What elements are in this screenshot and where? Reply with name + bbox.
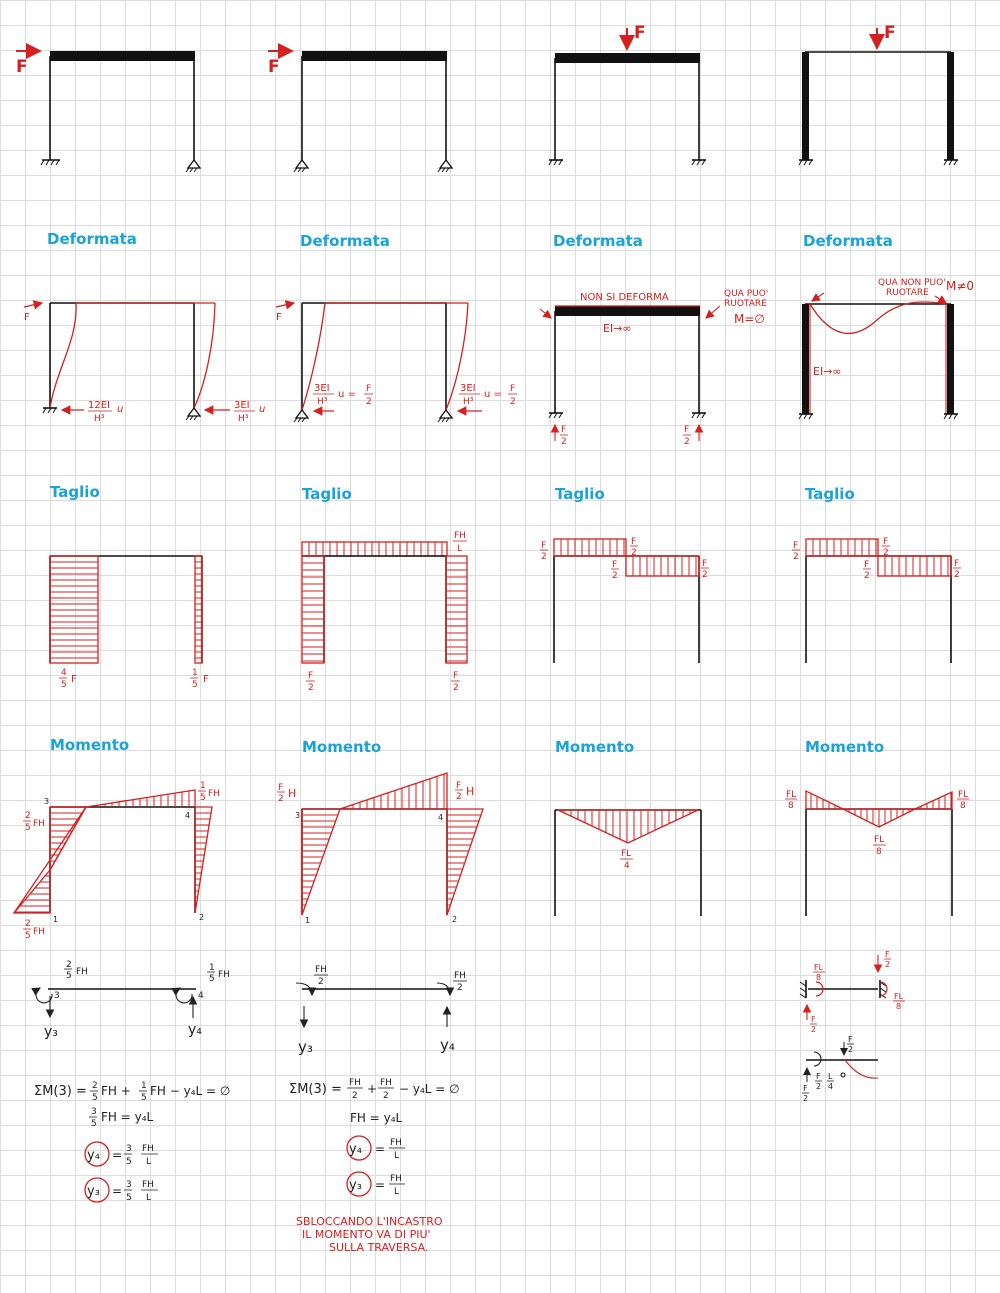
- fraction-denominator: 2: [510, 397, 516, 407]
- deformed-shape-4: [799, 278, 974, 419]
- fraction-denominator: 2: [885, 960, 891, 969]
- fraction-numerator: F: [631, 537, 637, 547]
- deformed-shape-1: [24, 303, 265, 424]
- fraction-numerator: 2: [92, 1081, 98, 1091]
- fraction-denominator: 5: [25, 823, 31, 833]
- rigid-column-label: EI→∞: [813, 365, 842, 378]
- shear-value-label: F: [203, 674, 209, 685]
- fixed-support-icon: [692, 160, 706, 165]
- fraction-denominator: 2: [848, 1045, 854, 1054]
- node-number: 3: [44, 797, 50, 806]
- fraction-numerator: FL: [894, 992, 904, 1001]
- fraction-denominator: 4: [624, 861, 630, 871]
- beam-free-body-1: [36, 960, 230, 1040]
- fraction-denominator: 5: [126, 1157, 132, 1167]
- fraction-denominator: 2: [541, 552, 547, 562]
- heading-momento: Momento: [302, 738, 382, 756]
- equation-term: FH +: [101, 1084, 131, 1098]
- node-number: 2: [199, 913, 205, 922]
- fraction-numerator: F: [883, 537, 889, 547]
- fraction-denominator: 2: [308, 683, 314, 693]
- equation-lhs: ΣM(3) =: [289, 1082, 342, 1097]
- fraction-denominator: 2: [631, 548, 637, 558]
- fraction-denominator: 8: [816, 973, 822, 982]
- equations-frame-2: [289, 1078, 460, 1197]
- stiffness-denominator: H³: [94, 414, 105, 424]
- equals-sign: =: [112, 1148, 123, 1162]
- deformed-shape-3: [540, 289, 768, 447]
- fixed-support-icon: [692, 413, 706, 418]
- fraction-denominator: 2: [366, 397, 372, 407]
- pin-support-icon: [294, 160, 308, 172]
- fixed-support-icon: [944, 160, 958, 165]
- fraction-numerator: 1: [192, 668, 198, 678]
- moment-diagram-1: [14, 781, 220, 941]
- stiffness-label: 12EI: [88, 400, 110, 411]
- moment-diagram-2: [277, 773, 483, 925]
- moment-value-label: FH: [76, 967, 88, 977]
- fraction-denominator: 8: [876, 847, 882, 857]
- fixed-support-icon: [799, 414, 813, 419]
- fraction-denominator: 2: [352, 1091, 358, 1101]
- fraction-numerator: F: [885, 950, 890, 959]
- heading-deformata: Deformata: [553, 232, 643, 250]
- fraction-numerator: F: [308, 671, 314, 681]
- fraction-numerator: FL: [814, 963, 824, 972]
- result-variable: y₃: [87, 1184, 100, 1199]
- heading-deformata: Deformata: [803, 232, 893, 250]
- equation-lhs: ΣM(3) =: [34, 1084, 87, 1099]
- fraction-numerator: FL: [874, 835, 885, 845]
- note-line: IL MOMENTO VA DI PIU': [302, 1228, 431, 1241]
- fraction-denominator: 2: [453, 683, 459, 693]
- heading-momento: Momento: [555, 738, 635, 756]
- fraction-denominator: 5: [141, 1093, 147, 1103]
- fraction-numerator: 1: [141, 1081, 147, 1091]
- fraction-denominator: 5: [126, 1193, 132, 1203]
- force-label: F: [276, 312, 282, 323]
- stiffness-label: 3EI: [314, 383, 330, 394]
- note-no-deformation: NON SI DEFORMA: [580, 292, 669, 303]
- shear-diagram-2: [302, 531, 467, 693]
- stiffness-denominator: H³: [317, 397, 328, 407]
- stiffness-denominator: H³: [238, 414, 249, 424]
- fraction-numerator: FH: [390, 1138, 402, 1148]
- stiffness-denominator: H³: [463, 397, 474, 407]
- result-variable: y₄: [87, 1148, 100, 1163]
- fraction-denominator: 5: [192, 680, 198, 690]
- equals-sign: =: [375, 1142, 386, 1156]
- pointer-arrow-icon: [540, 309, 551, 318]
- moment-value-label: FH: [218, 970, 230, 980]
- shear-diagram-1: [50, 556, 209, 690]
- node-number: 4: [438, 813, 444, 822]
- moment-zero-note: M=∅: [734, 312, 765, 326]
- force-label: F: [24, 312, 30, 323]
- fraction-denominator: 2: [864, 571, 870, 581]
- fraction-numerator: F: [456, 781, 462, 791]
- equations-frame-1: [34, 1081, 230, 1203]
- displacement-symbol: u: [259, 404, 266, 415]
- reaction-label: y₃: [44, 1024, 58, 1040]
- shear-diagram-3: [540, 537, 709, 663]
- fraction-numerator: FL: [786, 790, 797, 800]
- beam-free-body-4: [800, 950, 905, 1103]
- fraction-denominator: 2: [803, 1094, 809, 1103]
- moment-value-label: FH: [208, 789, 220, 799]
- pointer-arrow-icon: [935, 296, 946, 303]
- fixed-support-icon: [41, 160, 60, 165]
- fraction-denominator: 5: [91, 1119, 97, 1129]
- node-number: 4: [185, 811, 191, 820]
- fraction-numerator: FH: [349, 1078, 361, 1088]
- fraction-numerator: FL: [958, 790, 969, 800]
- rigid-beam-label: EI→∞: [603, 322, 632, 335]
- fixed-support-icon: [799, 160, 813, 165]
- fraction-numerator: FH: [380, 1078, 392, 1088]
- note-line: SULLA TRAVERSA.: [329, 1241, 429, 1254]
- reaction-label: y₄: [188, 1022, 202, 1038]
- fraction-denominator: 2: [456, 792, 462, 802]
- force-arrow-icon: [276, 303, 294, 307]
- fraction-numerator: F: [803, 1084, 808, 1093]
- plus-sign: +: [367, 1082, 378, 1096]
- force-arrow-icon: [24, 303, 42, 307]
- moment-diagram-4: [785, 790, 969, 916]
- fixed-support-icon: [43, 408, 57, 413]
- reaction-denominator: 2: [684, 437, 690, 447]
- fraction-numerator: F: [541, 541, 547, 551]
- fraction-numerator: 3: [126, 1144, 132, 1154]
- fraction-denominator: 8: [788, 801, 794, 811]
- fraction-numerator: F: [612, 560, 618, 570]
- fraction-denominator: L: [394, 1187, 400, 1197]
- frame-4-structure: [799, 23, 958, 165]
- force-label: F: [268, 57, 280, 77]
- moment-nonzero-note: M≠0: [946, 279, 975, 293]
- force-label: F: [634, 23, 646, 43]
- fraction-numerator: 3: [91, 1107, 97, 1117]
- shear-value-label: F: [71, 674, 77, 685]
- frame-3-structure: [549, 23, 706, 165]
- heading-taglio: Taglio: [805, 485, 855, 503]
- fraction-denominator: 2: [811, 1025, 817, 1034]
- fraction-denominator: L: [146, 1193, 152, 1203]
- fraction-numerator: FH: [315, 965, 327, 975]
- fraction-denominator: 2: [816, 1082, 822, 1091]
- frame-1-structure: [16, 51, 200, 172]
- equals-sign: =: [112, 1184, 123, 1198]
- result-variable: y₄: [349, 1142, 362, 1157]
- fraction-denominator: 2: [954, 570, 960, 580]
- equals-sign: =: [375, 1178, 386, 1192]
- fraction-numerator: F: [848, 1035, 853, 1044]
- reaction-label: y₄: [440, 1036, 455, 1054]
- fraction-numerator: F: [954, 559, 960, 569]
- fraction-numerator: FH: [142, 1144, 154, 1154]
- heading-deformata: Deformata: [300, 232, 390, 250]
- fraction-denominator: 2: [383, 1091, 389, 1101]
- stiffness-label: 3EI: [234, 400, 250, 411]
- fraction-numerator: 1: [209, 963, 215, 973]
- moment-value-label: H: [288, 787, 297, 800]
- fraction-numerator: FH: [454, 531, 466, 541]
- fraction-numerator: 2: [66, 960, 72, 970]
- fixed-support-icon: [549, 160, 563, 165]
- note-cannot-rotate: RUOTARE: [886, 288, 929, 298]
- reaction-label: F: [561, 425, 567, 435]
- stiffness-label: 3EI: [460, 383, 476, 394]
- fraction-numerator: L: [828, 1072, 833, 1081]
- fraction-numerator: 2: [25, 811, 31, 821]
- fraction-denominator: 2: [278, 794, 284, 804]
- fraction-numerator: 4: [61, 668, 67, 678]
- deformed-shape-2: [276, 303, 517, 422]
- fraction-numerator: 3: [126, 1180, 132, 1190]
- fraction-denominator: 2: [318, 977, 324, 987]
- fraction-numerator: F: [864, 560, 870, 570]
- frame-2-structure: [268, 51, 452, 172]
- result-variable: y₃: [349, 1178, 362, 1193]
- moment-value-label: FH: [33, 819, 45, 829]
- force-label: F: [16, 57, 28, 77]
- note-can-rotate: QUA PUO': [724, 289, 769, 299]
- pin-support-icon: [438, 410, 452, 422]
- fraction-denominator: L: [394, 1151, 400, 1161]
- fraction-denominator: 8: [896, 1002, 902, 1011]
- shear-diagram-4: [792, 537, 961, 663]
- fraction-denominator: 2: [612, 571, 618, 581]
- fraction-numerator: 1: [200, 781, 206, 791]
- equation-term: FH = y₄L: [350, 1111, 403, 1125]
- pointer-arrow-icon: [706, 306, 720, 318]
- fraction-numerator: F: [816, 1072, 821, 1081]
- pointer-arrow-icon: [812, 293, 824, 301]
- fraction-numerator: F: [702, 559, 708, 569]
- fraction-numerator: FH: [390, 1174, 402, 1184]
- note-can-rotate: RUOTARE: [724, 299, 767, 309]
- fraction-denominator: 2: [702, 570, 708, 580]
- node-number: 3: [54, 991, 60, 1001]
- fraction-numerator: FH: [454, 971, 466, 981]
- fraction-numerator: 2: [25, 919, 31, 929]
- displacement-symbol: u: [117, 404, 124, 415]
- moment-arrow-icon: [814, 1052, 821, 1066]
- fraction-numerator: F: [811, 1015, 816, 1024]
- force-label: F: [884, 23, 896, 43]
- fraction-denominator: 5: [200, 793, 206, 803]
- fraction-numerator: F: [278, 783, 284, 793]
- node-number: 2: [452, 915, 458, 924]
- equation-term: − y₄L = ∅: [399, 1082, 460, 1096]
- fraction-denominator: 2: [793, 552, 799, 562]
- fraction-denominator: 5: [66, 971, 72, 981]
- node-number: 1: [305, 916, 311, 925]
- pin-support-icon: [186, 160, 200, 172]
- heading-deformata: Deformata: [47, 230, 137, 248]
- fraction-numerator: FL: [621, 849, 632, 859]
- node-number: 3: [295, 811, 301, 820]
- fraction-numerator: F: [453, 671, 459, 681]
- fraction-denominator: 2: [883, 548, 889, 558]
- node-number: 1: [53, 915, 59, 924]
- moment-value-label: H: [466, 785, 475, 798]
- fraction-denominator: 5: [25, 931, 31, 941]
- heading-taglio: Taglio: [302, 485, 352, 503]
- heading-momento: Momento: [805, 738, 885, 756]
- equation-term: FH = y₄L: [101, 1110, 154, 1124]
- equation-term: FH − y₄L = ∅: [150, 1084, 231, 1098]
- equation-text: u =: [338, 389, 356, 400]
- fraction-denominator: 5: [92, 1093, 98, 1103]
- heading-momento: Momento: [50, 736, 130, 754]
- reaction-label: F: [684, 425, 690, 435]
- closing-note: [296, 1215, 443, 1254]
- heading-taglio: Taglio: [50, 483, 100, 501]
- moment-value-label: FH: [33, 927, 45, 937]
- note-line: SBLOCCANDO L'INCASTRO: [296, 1215, 443, 1228]
- beam-free-body-2: [296, 965, 467, 1056]
- fixed-support-icon: [944, 414, 958, 419]
- fraction-denominator: L: [146, 1157, 152, 1167]
- fraction-numerator: FH: [142, 1180, 154, 1190]
- pin-support-icon: [438, 160, 452, 172]
- fraction-denominator: 5: [209, 974, 215, 984]
- fraction-denominator: L: [457, 544, 463, 554]
- note-cannot-rotate: QUA NON PUO': [878, 278, 946, 288]
- node-number: 4: [198, 991, 204, 1001]
- fraction-numerator: F: [510, 384, 516, 394]
- moment-diagram-3: [555, 810, 701, 916]
- moment-arrow-icon: [176, 988, 192, 1003]
- fraction-denominator: 5: [61, 680, 67, 690]
- reaction-label: y₃: [298, 1038, 313, 1056]
- equation-text: u =: [484, 389, 502, 400]
- fraction-denominator: 4: [828, 1082, 834, 1091]
- heading-taglio: Taglio: [555, 485, 605, 503]
- reaction-denominator: 2: [561, 437, 567, 447]
- pin-support-icon: [294, 410, 308, 422]
- fraction-numerator: F: [366, 384, 372, 394]
- fixed-support-icon: [549, 413, 563, 418]
- pin-support-icon: [186, 408, 200, 420]
- fraction-numerator: F: [793, 541, 799, 551]
- fraction-denominator: 8: [960, 801, 966, 811]
- fraction-denominator: 2: [457, 983, 463, 993]
